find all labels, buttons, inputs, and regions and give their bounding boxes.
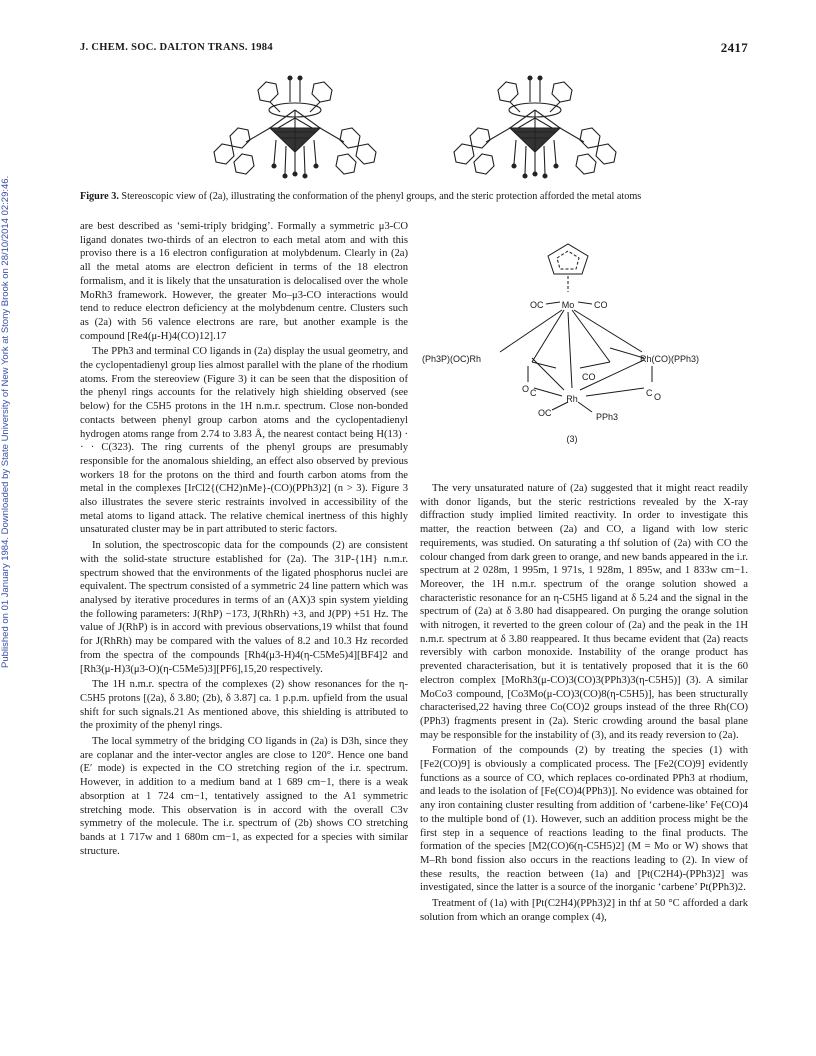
o-left-label: O bbox=[522, 384, 530, 394]
journal-title: J. CHEM. SOC. DALTON TRANS. 1984 bbox=[80, 42, 273, 53]
page-number: 2417 bbox=[720, 40, 748, 55]
figure-caption-text: Stereoscopic view of (2a), illustrating the conformation of the phenyl groups, and the steric protection afforded the metal atoms bbox=[121, 191, 642, 202]
figure-caption bbox=[80, 190, 748, 203]
right-column bbox=[420, 482, 748, 927]
left-paragraph-4: The 1H n.m.r. spectra of the complexes (2) show resonances for the η-C5H5 protons [(2a), δ 3.80; (2b), δ 3.87] ca. 1 p.p.m. upfield from the usual shift for such signals.21 As mentioned above, this shielding is attributed to the proximity of the phenyl rings. bbox=[80, 679, 408, 732]
right-paragraph-3: Treatment of (1a) with [Pt(C2H4)(PPh3)2] in thf at 50 °C afforded a dark solution from which an orange complex (4), bbox=[420, 898, 748, 923]
rh-left-label: (Ph3P)(OC)Rh bbox=[422, 354, 482, 364]
right-paragraph-2: Formation of the compounds (2) by treating the species (1) with [Fe2(CO)9] is obviously a complicated process. The [Fe2(CO)9] evidently functions as a source of CO, which replaces co-ordinated PPh3 at rhodium, and leads to the isolation of [Fe(CO)4(PPh3)]. No evidence was obtained for any iron containing cluster resulting from addition of ‘carbene-like’ Fe(CO)4 to the multiple bond of (1). However, such an addition process might be the first step in a sequence of reactions leading to the final products. The formation of the species [M2(CO)6(η-C5H5)2] (M = Mo or W) shows that M–Rh bond fission also occurs in the reactions leading to (2). In view of these results, the reaction between (1a) and [Pt(C2H4)-(PPh3)2] was investigated, since the latter is a source of the inorganic ‘carbene’ Pt(PPh3)2. bbox=[420, 745, 748, 894]
o-right-label: O bbox=[654, 392, 662, 402]
stereo-figure bbox=[190, 68, 650, 186]
structure-3-diagram bbox=[420, 230, 748, 450]
download-watermark bbox=[0, 108, 16, 668]
mo-atom-label: Mo bbox=[561, 300, 575, 310]
structure-scheme-3 bbox=[420, 230, 748, 450]
bridging-co-label: CO bbox=[582, 372, 596, 382]
figure-caption-label: Figure 3. bbox=[80, 191, 119, 202]
oc-bottom-label: OC bbox=[538, 408, 552, 418]
left-paragraph-3: In solution, the spectroscopic data for the compounds (2) are consistent with the solid-state structure established for (2a). The 31P-{1H} n.m.r. spectrum showed that the environments of the ligated phosphorus nuclei are equivalent. The spectrum consisted of a symmetric 24 line pattern which was analysed by iterative procedures in terms of an (AX)3 spin system yielding the following parameters: J(RhP) −173, J(RhRh) +3, and J(PP) +51 Hz. The value of J(RhP) is in accord with previous observations,19 whilst that found for J(RhRh) may be compared with the values of 8.2 and 10.3 Hz recorded from the spectra of the compounds [Rh4(μ3-H)4(η-C5Me5)4][BF4]2 and [Rh3(μ-H)3(μ3-O)(η-C5Me5)3][PF6],15,20 respectively. bbox=[80, 540, 408, 675]
c-left-label: C bbox=[530, 388, 537, 398]
mo-co-right-label: CO bbox=[594, 300, 608, 310]
running-header bbox=[80, 40, 748, 56]
download-watermark-text[interactable]: Published on 01 January 1984. Downloaded by State University of New York at Stony Brook on 28/10/2014 02:29:46. bbox=[0, 175, 11, 668]
rh-bottom-label: Rh bbox=[566, 394, 578, 404]
compound-3-label: (3) bbox=[566, 434, 578, 444]
right-paragraph-1: The very unsaturated nature of (2a) suggested that it might react readily with donor ligands, but the steric restrictions revealed by the X-ray diffraction study implied limited reactivity. In order to investigate this matter, the reaction between (2a) and CO, a ligand with low steric requirements, was studied. On saturating a thf solution of (2a) with CO the colour changed from dark green to orange, and new bands appeared in the i.r. spectrum at 2 028m, 1 995m, 1 971s, 1 928m, 1 895w, and 1 833w cm−1. Moreover, the 1H n.m.r. spectrum of the orange solution showed a characteristic resonance for an η-C5H5 ligand at δ 5.24 and the signal in the spectrum of (2a) at δ 3.80 had disappeared. On purging the orange solution with nitrogen, it reverted to the green colour of (2a) and the peak in the 1H n.m.r. spectrum at δ 3.80 reappeared. It thus became evident that (2a) reacts reversibly with carbon monoxide. Instability of the orange product has prevented characterisation, but it is tentatively proposed that it is the 60 electron complex [MoRh3(μ-CO)3(CO)3(PPh3)3(η-C5H5)] (3). A similar MoCo3 compound, [Co3Mo(μ-CO)3(CO)8(η-C5H5)], has been structurally characterised,22 having three Co(CO)2 groups instead of the three Rh(CO)(PPh3) fragments present in (2a). Steric crowding around the basal plane may be responsible for the instability of (3), and its ready reversion to (2a). bbox=[420, 483, 748, 741]
stereo-molecule-drawing bbox=[190, 68, 650, 186]
c-right-label: C bbox=[646, 388, 653, 398]
cp-ring-inner-shape bbox=[557, 251, 579, 269]
left-column bbox=[80, 220, 408, 860]
rh-right-label: Rh(CO)(PPh3) bbox=[640, 354, 700, 364]
mo-co-left-label: OC bbox=[530, 300, 544, 310]
left-paragraph-5: The local symmetry of the bridging CO ligands in (2a) is D3h, since they are coplanar and the inter-vector angles are close to 120°. Hence one band (E′ mode) is expected in the CO stretching region of the i.r. spectrum. However, in addition to a medium band at 1 689 cm−1, there is a weak absorption at 1 724 cm−1, tentatively assigned to the A1 symmetric stretching mode. This observation is in accord with the overall C3v symmetry of the molecule. The i.r. spectrum of (2b) shows CO stretching bands at 1 717w and 1 680m cm−1, as expected for a species with similar structure. bbox=[80, 736, 408, 857]
left-paragraph-1: are best described as ‘semi-triply bridging’. Formally a symmetric μ3-CO ligand donates two-thirds of an electron to each metal atom and with this proviso there is a 16 electron configuration at molybdenum. Clearly in (2a) all the metal atoms are electron deficient in terms of the 18 electron formalism, and it is likely that the unsaturation is delocalised over the whole MoRh3 framework. However, the greater Mo–μ3-CO interactions would tend to reduce electron deficiency at the molybdenum centre. Clusters such as (2a) with 56 valence electrons are rare, but another example is the compound [Re4(μ-H)4(CO)12].17 bbox=[80, 221, 408, 342]
pph3-bottom-label: PPh3 bbox=[596, 412, 619, 422]
left-paragraph-2: The PPh3 and terminal CO ligands in (2a) display the usual geometry, and the cyclopentadienyl group lies almost parallel with the plane of the rhodium atoms. From the stereoview (Figure 3) it can be seen that the disposition of the phenyl rings accounts for the relatively high shielding observed (see below) for the C5H5 protons in the 1H n.m.r. spectrum. Close non-bonded contacts between phenyl group carbon atoms and the cyclopentadienyl hydrogen atoms range from 2.74 to 3.83 Å, the nearest contact being H(13) · · · C(323). The ring currents of the phenyl groups are presumably responsible for the anomalous shielding, an effect also observed by previous workers 18 for the protons on the third and fourth carbon atoms from the metal in the complexes [IrCl2{(CH2)nMe}-(CO)(PPh3)2] (n > 3). Figure 3 also illustrates the severe steric restraints involved in accessibility of the metal atoms to ligand attack. The relative chemical inertness of this highly unsaturated cluster may be in part attributed to steric factors. bbox=[80, 346, 408, 536]
